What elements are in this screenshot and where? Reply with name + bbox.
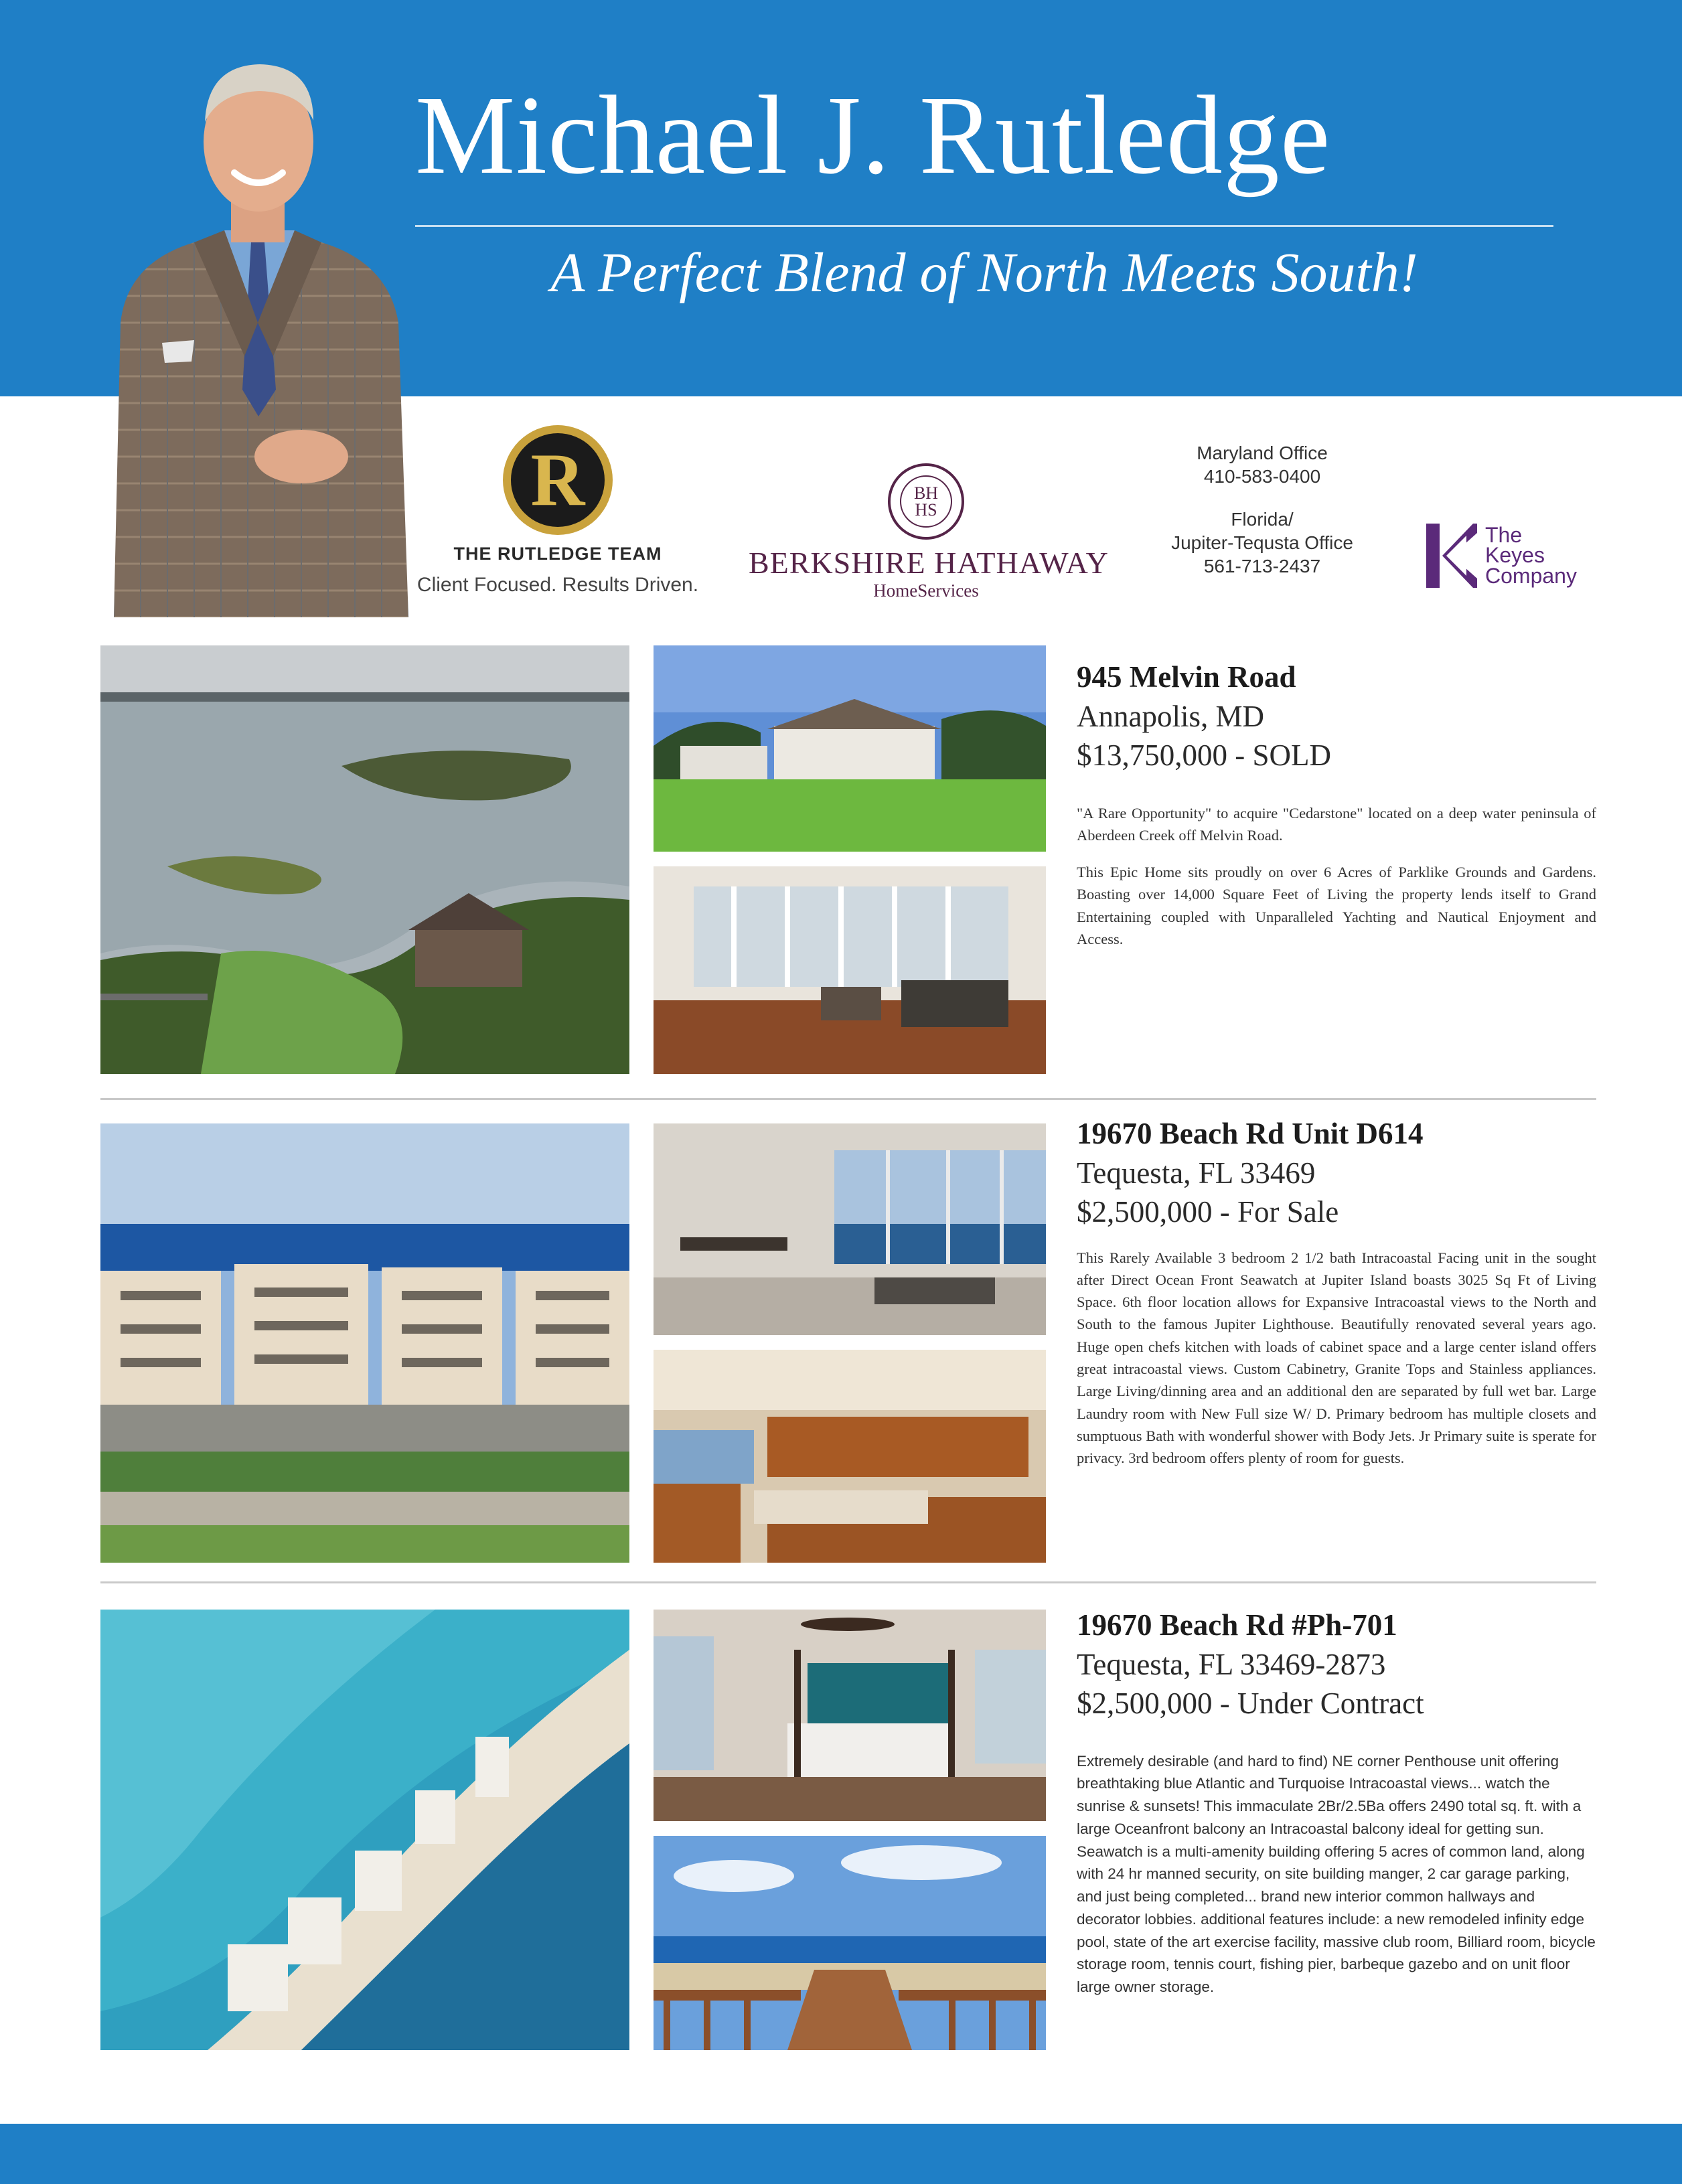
listing-3-description [1077, 1750, 1596, 1999]
listing-1-city: Annapolis, MD [1077, 699, 1264, 733]
berkshire-hathaway-logo [749, 462, 1109, 603]
rutledge-team-name: THE RUTLEDGE TEAM [453, 544, 662, 564]
listing-1-details [1077, 657, 1596, 965]
listing-3-aerial-coastline-photo [100, 1610, 629, 2050]
listing-1-aerial-photo [100, 645, 629, 1074]
listing-2-description [1077, 1247, 1596, 1470]
listing-1-paragraph: This Epic Home sits proudly on over 6 Acres of Parklike Grounds and Gardens. Boasting over 14,000 Square Feet of Living the property lends itself to Grand Entertaining coupled with Unparalleled Yachting and Nautical Enjoyment and Access. [1077, 864, 1596, 947]
listing-divider [100, 1581, 1596, 1583]
rutledge-monogram: R [530, 439, 585, 522]
listing-3-beach-walkway-photo [654, 1836, 1046, 2050]
listing-2-price: $2,500,000 - For Sale [1077, 1195, 1339, 1229]
listing-1-estate-exterior-photo [654, 645, 1046, 852]
rutledge-team-logo [394, 423, 722, 611]
listing-1-price: $13,750,000 - SOLD [1077, 738, 1331, 772]
office-contact-info [1132, 442, 1393, 578]
listing-1-sunroom-interior-photo [654, 866, 1046, 1074]
listing-2-kitchen-photo [654, 1350, 1046, 1563]
footer-band [0, 2124, 1682, 2184]
listing-2-city: Tequesta, FL 33469 [1077, 1156, 1316, 1190]
listing-2-living-dining-photo [654, 1123, 1046, 1335]
florida-office-label-line1: Florida/ [1231, 509, 1294, 530]
rutledge-slogan: Client Focused. Results Driven. [416, 574, 699, 596]
keyes-line1: The [1485, 523, 1523, 547]
maryland-office-label: Maryland Office [1197, 443, 1328, 463]
listing-2-details [1077, 1114, 1596, 1484]
bhhs-name: BERKSHIRE HATHAWAY [749, 546, 1109, 580]
bhhs-subtitle: HomeServices [873, 580, 979, 601]
listing-3-address: 19670 Beach Rd #Ph-701 [1077, 1608, 1397, 1642]
bhhs-monogram-bottom: HS [915, 500, 937, 520]
bhhs-monogram-top: BH [913, 483, 939, 503]
listing-1-description [1077, 802, 1596, 951]
listing-2-oceanfront-building-photo [100, 1123, 629, 1563]
listing-3-city: Tequesta, FL 33469-2873 [1077, 1647, 1386, 1681]
agent-portrait-photo [100, 42, 415, 617]
listing-3-price: $2,500,000 - Under Contract [1077, 1687, 1424, 1720]
bhhs-seal-icon [887, 462, 966, 541]
keyes-line2: Keyes [1485, 543, 1545, 568]
header-tagline: A Perfect Blend of North Meets South! [550, 242, 1418, 304]
header-divider [415, 225, 1553, 227]
keyes-company-logo [1426, 524, 1600, 591]
listing-1-paragraph: "A Rare Opportunity" to acquire "Cedarstone" located on a deep water peninsula of Aberdeen Creek off Melvin Road. [1077, 804, 1596, 844]
listing-3-bedroom-photo [654, 1610, 1046, 1821]
florida-office-phone: 561-713-2437 [1203, 555, 1321, 576]
florida-office-label-line2: Jupiter-Tequsta Office [1171, 532, 1353, 554]
page-title: Michael J. Rutledge [415, 73, 1331, 198]
listing-3-details [1077, 1606, 1596, 2013]
keyes-line3: Company [1485, 563, 1577, 588]
listing-1-address: 945 Melvin Road [1077, 660, 1296, 694]
rutledge-r-emblem-icon [501, 423, 615, 537]
listing-2-address: 19670 Beach Rd Unit D614 [1077, 1117, 1424, 1150]
listing-divider [100, 1098, 1596, 1100]
keyes-k-mark-icon [1426, 524, 1477, 588]
listing-2-paragraph: This Rarely Available 3 bedroom 2 1/2 bath Intracoastal Facing unit in the sought after Direct Ocean Front Seawatch at Jupiter Island boasts 3025 Sq Ft of Living Space. 6th floor location allows for Expansive Intracoastal views to the North and South to the famous Jupiter Lighthouse. Beautifully renovated several years ago. Huge open chefs kitchen with loads of cabinet space and a large center island offers great intracoastal views. Custom Cabinetry, Granite Tops and Stainless appliances. Large Living/dinning area and an additional den are separated by full wet bar. Large Laundry room with New Full size W/ D. Primary bedroom has multiple closets and sumptuous Bath with wonderful shower with Body Jets. Jr Primary suite is sperate for privacy. 3rd bedroom offers plenty of room for guests. [1077, 1249, 1596, 1467]
listing-3-paragraph: Extremely desirable (and hard to find) NE corner Penthouse unit offering breathtaking blue Atlantic and Turquoise Intracoastal views... watch the sunrise & sunsets! This immaculate 2Br/2.5Ba offers 2490 total sq. ft. with a large Oceanfront balcony an Intracoastal balcony ideal for getting sun. Seawatch is a multi-amenity building offering 5 acres of common land, along with 24 hr manned security, on site building manger, 2 car garage parking, and just being completed... brand new interior common hallways and decorator lobbies. additional features include: a new remodeled infinity edge pool, state of the art exercise facility, massive club room, Billiard room, bicycle storage room, tennis court, fishing pier, barbeque gazebo and on unit floor large owner storage. [1077, 1752, 1596, 1995]
maryland-office-phone: 410-583-0400 [1203, 465, 1321, 487]
